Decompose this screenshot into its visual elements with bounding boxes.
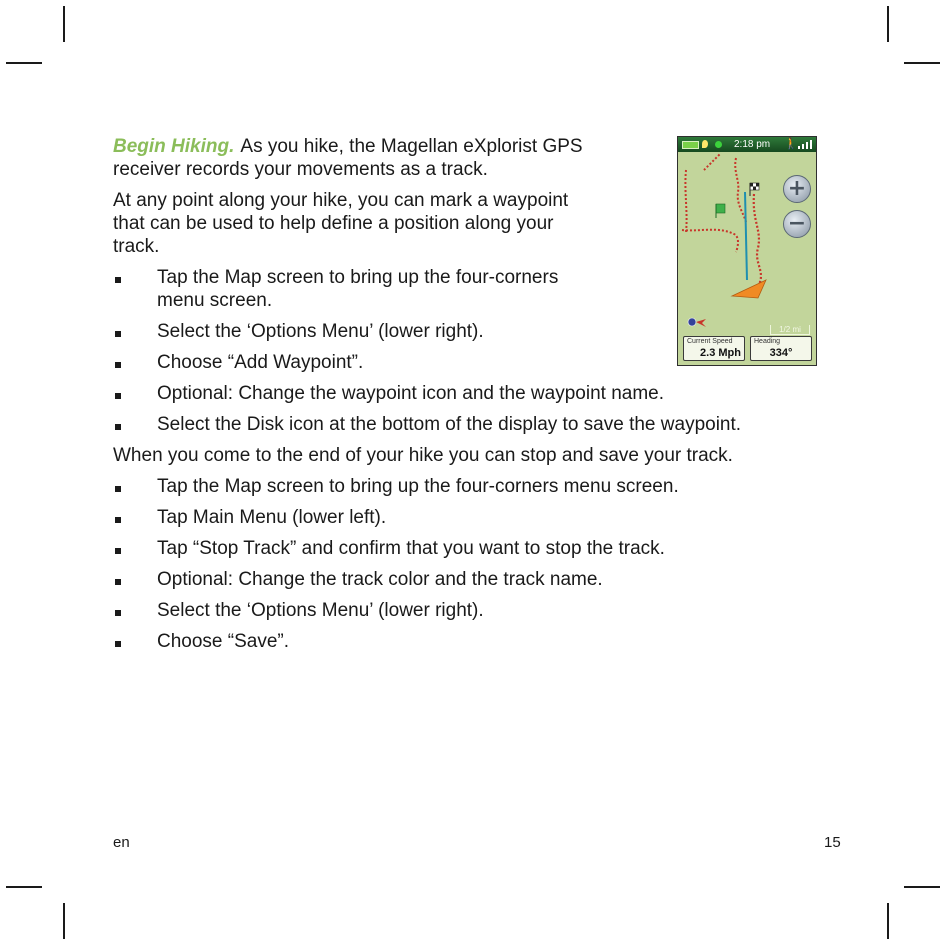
gps-status-icon: [715, 141, 722, 148]
speed-value: 2.3 Mph: [700, 347, 741, 359]
hiker-icon: 🚶: [784, 138, 798, 150]
crop-mark: [6, 62, 42, 64]
list-item: Tap “Stop Track” and confirm that you want to stop the track.: [113, 537, 833, 560]
section-title: Begin Hiking.: [113, 136, 235, 157]
map-scale: 1/2 mi: [770, 325, 810, 335]
position-arrow-icon: [732, 280, 766, 298]
list-item: Select the ‘Options Menu’ (lower right).: [113, 599, 833, 622]
battery-icon: [682, 141, 699, 149]
waypoint-intro: At any point along your hike, you can mark a waypoint that can be used to help define a position along your track.: [113, 190, 569, 257]
list-item: Optional: Change the track color and the track name.: [113, 568, 833, 591]
crop-mark: [904, 886, 940, 888]
heading-field[interactable]: [750, 336, 812, 361]
heading-line: [745, 192, 747, 280]
zoom-in-button[interactable]: +: [783, 175, 811, 203]
heading-label: Heading: [754, 338, 781, 345]
intro-paragraph: [113, 135, 603, 181]
trail-path: [735, 158, 746, 222]
crop-mark: [6, 886, 42, 888]
pin-icon: [702, 140, 708, 148]
track-path: [704, 154, 720, 170]
list-item: Select the Disk icon at the bottom of the display to save the waypoint.: [113, 413, 833, 436]
list-item: Tap Main Menu (lower left).: [113, 506, 833, 529]
list-item: Choose “Save”.: [113, 630, 833, 653]
status-bar: [678, 137, 816, 152]
list-item: Select the ‘Options Menu’ (lower right).: [113, 320, 833, 343]
list-item: Choose “Add Waypoint”.: [113, 351, 833, 374]
compass-needle-icon: [696, 319, 706, 327]
speed-field[interactable]: [683, 336, 745, 361]
track-path: [750, 194, 761, 292]
crop-mark: [887, 903, 889, 939]
heading-value: 334°: [769, 347, 793, 359]
signal-icon: [798, 140, 812, 149]
crop-mark: [63, 903, 65, 939]
waypoint-flag-icon: [716, 204, 725, 213]
crop-mark: [63, 6, 65, 42]
track-intro: When you come to the end of your hike you can stop and save your track.: [113, 445, 733, 466]
zoom-out-button[interactable]: −: [783, 210, 811, 238]
crop-mark: [887, 6, 889, 42]
list-item: Optional: Change the waypoint icon and the waypoint name.: [113, 382, 833, 405]
intro-text: As you hike, the Magellan eXplorist GPS receiver records your movements as a track.: [113, 136, 583, 180]
list-item: Tap the Map screen to bring up the four-corners menu screen.: [113, 266, 597, 312]
list-item: Tap the Map screen to bring up the four-corners menu screen.: [113, 475, 833, 498]
track-steps: [113, 475, 833, 653]
trail-path: [682, 230, 738, 252]
crop-mark: [904, 62, 940, 64]
speed-label: Current Speed: [687, 338, 733, 345]
compass-icon: [688, 318, 696, 326]
footer-language: en: [113, 834, 130, 851]
gps-map-screen: [677, 136, 817, 366]
page-number: 15: [824, 834, 841, 851]
status-time: 2:18 pm: [734, 139, 771, 150]
trail-path: [685, 170, 686, 232]
